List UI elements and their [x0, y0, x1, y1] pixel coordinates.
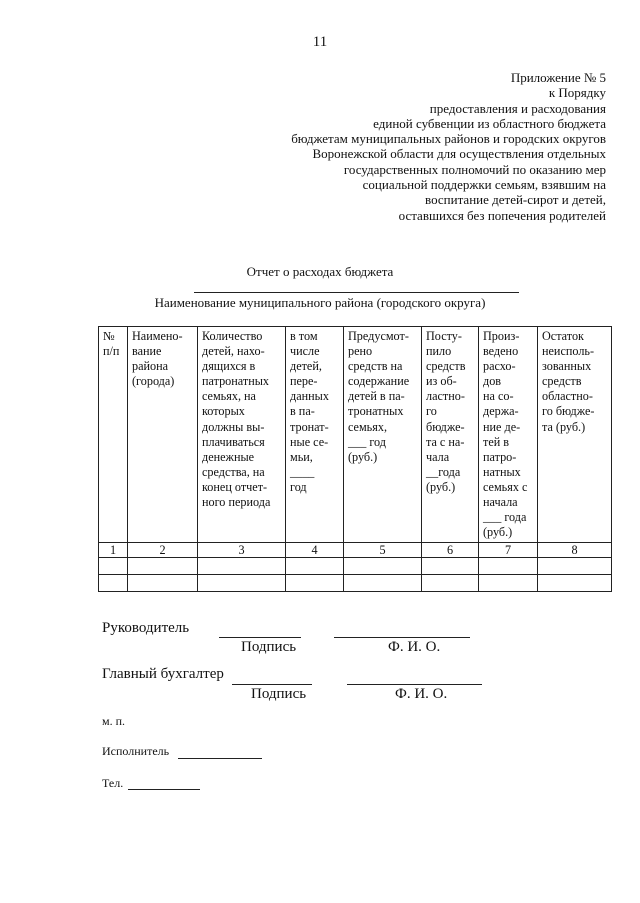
table-header-row	[99, 327, 612, 543]
district-name-line	[194, 292, 519, 293]
column-number: 4	[286, 543, 344, 558]
appendix-line: социальной поддержки семьям, взявшим на	[362, 177, 606, 193]
table-cell	[538, 575, 612, 592]
accountant-signature-line	[232, 684, 312, 685]
phone-line	[128, 789, 200, 790]
table-row	[99, 575, 612, 592]
head-signature-caption: Подпись	[241, 639, 297, 655]
head-signature-line	[219, 637, 301, 638]
table-cell	[422, 558, 479, 575]
table-cell	[286, 575, 344, 592]
table-cell	[422, 575, 479, 592]
column-header: в том числе детей, пере- данных в па- тронат- ные се- мьи, ____ год	[286, 327, 344, 543]
report-table	[98, 326, 612, 592]
table-cell	[344, 558, 422, 575]
table-cell	[286, 558, 344, 575]
appendix-line: предоставления и расходования	[429, 100, 606, 116]
phone-label: Тел.	[102, 776, 124, 790]
table-cell	[538, 558, 612, 575]
column-number: 5	[344, 543, 422, 558]
appendix-line: единой субвенции из областного бюджета	[373, 115, 606, 131]
appendix-header	[246, 70, 606, 223]
report-title: Отчет о расходах бюджета	[246, 264, 394, 279]
head-fio-caption: Ф. И. О.	[388, 639, 441, 655]
table-cell	[99, 575, 128, 592]
column-header: Остаток неисполь- зованных средств областно- го бюдже- та (руб.)	[538, 327, 612, 543]
column-header: № п/п	[99, 327, 128, 543]
appendix-line: бюджетам муниципальных районов и городских округов	[291, 131, 606, 147]
column-number: 7	[479, 543, 538, 558]
accountant-fio-caption: Ф. И. О.	[395, 686, 448, 702]
appendix-line: к Порядку	[548, 85, 606, 101]
appendix-line: воспитание детей-сирот и детей,	[425, 192, 606, 208]
executor-label: Исполнитель	[102, 744, 170, 758]
table-row	[99, 558, 612, 575]
column-header: Количество детей, нахо- дящихся в патронатных семьях, на которых должны вы- плачиваться денежные средства, на конец отчет- ного периода	[198, 327, 286, 543]
head-label: Руководитель	[102, 620, 190, 636]
column-numbers-row	[99, 543, 612, 558]
table-cell	[198, 558, 286, 575]
column-number: 8	[538, 543, 612, 558]
report-subtitle: Наименование муниципального района (городского округа)	[154, 295, 486, 310]
table-cell	[479, 558, 538, 575]
head-fio-line	[334, 637, 470, 638]
stamp-mark: м. п.	[102, 714, 126, 728]
table-cell	[128, 575, 198, 592]
column-number: 2	[128, 543, 198, 558]
accountant-signature-caption: Подпись	[251, 686, 307, 702]
executor-line	[178, 758, 262, 759]
appendix-line: государственных полномочий по оказанию мер	[343, 161, 606, 177]
table-cell	[128, 558, 198, 575]
appendix-line: Воронежской области для осуществления отдельных	[312, 146, 606, 162]
column-number: 1	[99, 543, 128, 558]
table-cell	[479, 575, 538, 592]
column-number: 3	[198, 543, 286, 558]
column-header: Предусмот- рено средств на содержание детей в па- тронатных семьях, ___ год (руб.)	[344, 327, 422, 543]
page-number: 11	[312, 34, 328, 50]
column-header: Посту- пило средств из об- ластно- го бюдже- та с на- чала __года (руб.)	[422, 327, 479, 543]
appendix-line: оставшихся без попечения родителей	[398, 207, 606, 223]
column-number: 6	[422, 543, 479, 558]
column-header: Наимено- вание района (города)	[128, 327, 198, 543]
table-cell	[99, 558, 128, 575]
table-cell	[198, 575, 286, 592]
appendix-line: Приложение № 5	[510, 70, 606, 85]
table-cell	[344, 575, 422, 592]
accountant-label: Главный бухгалтер	[102, 666, 224, 682]
accountant-fio-line	[347, 684, 482, 685]
column-header: Произ- ведено расхо- дов на со- держа- ние де- тей в патро- натных семьях с начала ___ года (руб.)	[479, 327, 538, 543]
